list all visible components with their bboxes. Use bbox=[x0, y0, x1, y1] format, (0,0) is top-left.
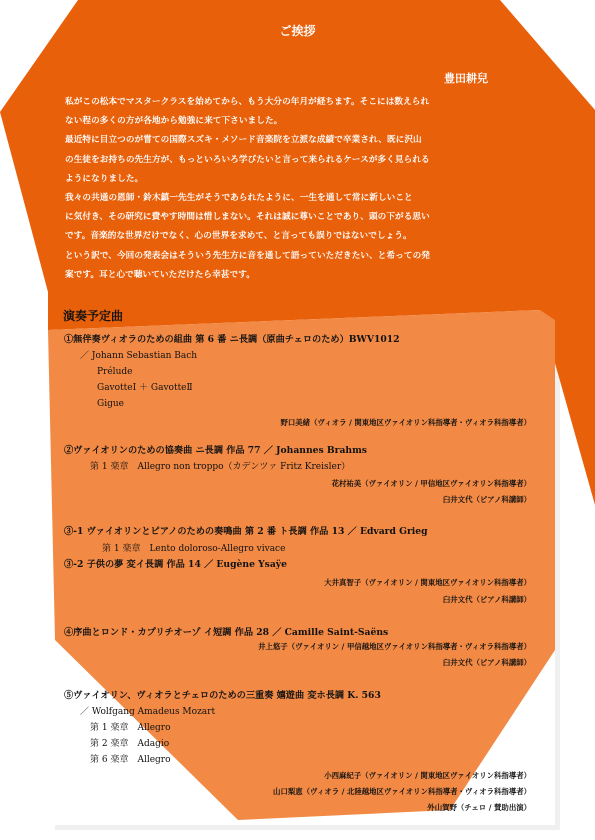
greeting-line: 我々の共通の恩師・鈴木鎮一先生がそうであられたように、一生を通して常に新しいこと bbox=[65, 193, 413, 204]
program-performer: 臼井文代（ピアノ科講師） bbox=[442, 658, 531, 667]
program-performer: 小西麻紀子（ヴァイオリン / 関東地区ヴァイオリン科指導者） bbox=[324, 771, 531, 780]
program-item-heading-2: ③-2 子供の夢 変イ長調 作品 14 ／ Eugène Ysaÿe bbox=[64, 559, 287, 570]
program-item-heading: ⑤ヴァイオリン、ヴィオラとチェロのための三重奏 嬉遊曲 変ホ長調 K. 563 bbox=[64, 690, 381, 701]
program-item-heading: ④序曲とロンド・カプリチオーゾ イ短調 作品 28 ／ Camille Saint-Saëns bbox=[64, 627, 389, 638]
program-performer: 臼井文代（ピアノ科講師） bbox=[442, 595, 531, 604]
program-movement: Prélude bbox=[97, 367, 133, 377]
greeting-line: 案です。耳と心で聴いていただけたら幸甚です。 bbox=[65, 269, 255, 280]
program-movement: 第 1 楽章 Lento doloroso-Allegro vivace bbox=[102, 544, 286, 554]
greeting-line: ない程の多くの方が各地から勉強に来て下さいました。 bbox=[65, 116, 283, 127]
program-movement: 第 2 楽章 Adagio bbox=[90, 739, 170, 749]
program-item-heading: ③-1 ヴァイオリンとピアノのための奏鳴曲 第 2 番 ト長調 作品 13 ／ Edvard Grieg bbox=[64, 526, 428, 537]
program-performer: 大井真智子（ヴァイオリン / 関東地区ヴァイオリン科指導者） bbox=[324, 578, 531, 587]
program-performer: 外山賀野（チェロ / 賛助出演） bbox=[427, 803, 531, 812]
program-performer: 山口梨恵（ヴィオラ / 北陸越地区ヴァイオリン科指導者・ヴィオラ科指導者） bbox=[273, 787, 531, 796]
greeting-author: 豊田耕兒 bbox=[444, 72, 488, 85]
program-item-heading: ①無伴奏ヴィオラのための組曲 第 6 番 ニ長調（原曲チェロのため）BWV1012 bbox=[64, 334, 400, 345]
program-title: 演奏予定曲 bbox=[63, 309, 124, 323]
program-performer: 野口美緒（ヴィオラ / 関東地区ヴァイオリン科指導者・ヴィオラ科指導者） bbox=[280, 418, 531, 427]
greeting-line: です。音楽的な世界だけでなく、心の世界を求めて、と言っても誤りではないでしょう。 bbox=[65, 231, 412, 242]
program-performer: 花村祐美（ヴァイオリン / 甲信地区ヴァイオリン科指導者） bbox=[331, 479, 531, 488]
program-movement: 第 6 楽章 Allegro bbox=[90, 755, 171, 765]
program-movement: 第 1 楽章 Allegro bbox=[90, 723, 171, 733]
program-performer: 臼井文代（ピアノ科講師） bbox=[442, 495, 531, 504]
greeting-line: 最近特に目立つのが嘗ての国際スズキ・メソード音楽院を立派な成績で卒業され、既に沢山 bbox=[65, 135, 422, 146]
greeting-line: という訳で、今回の発表会はそういう先生方に音を通して語っていただきたい、と希っての発 bbox=[65, 250, 430, 261]
program-item-composer: ／ Wolfgang Amadeus Mozart bbox=[80, 707, 216, 717]
greeting-line: に気付き、その研究に費やす時間は惜しまない。それは誠に尊いことであり、頭の下がる思い bbox=[65, 212, 430, 223]
greeting-line: 私がこの松本でマスタークラスを始めてから、もう大分の年月が経ちます。そこには数えられ bbox=[65, 97, 430, 107]
program-performer: 井上悠子（ヴァイオリン / 甲信越地区ヴァイオリン科指導者・ヴィオラ科指導者） bbox=[258, 642, 531, 651]
greeting-body bbox=[65, 93, 545, 285]
program-movement: 第 1 楽章 Allegro non troppo（カデンツァ Fritz Kreisler） bbox=[90, 462, 351, 472]
program-movement: GavotteⅠ ＋ GavotteⅡ bbox=[97, 383, 193, 393]
greeting-line: ようになりました。 bbox=[65, 173, 144, 184]
program-item-composer: ／ Johann Sebastian Bach bbox=[80, 351, 198, 361]
greeting-title: ご挨拶 bbox=[279, 24, 316, 38]
program-movement: Gigue bbox=[97, 399, 124, 409]
program-item-heading: ②ヴァイオリンのための協奏曲 ニ長調 作品 77 ／ Johannes Brahms bbox=[64, 445, 367, 456]
greeting-line: の生徒をお持ちの先生方が、もっといろいろ学びたいと言って来られるケースが多く見られる bbox=[65, 154, 430, 165]
